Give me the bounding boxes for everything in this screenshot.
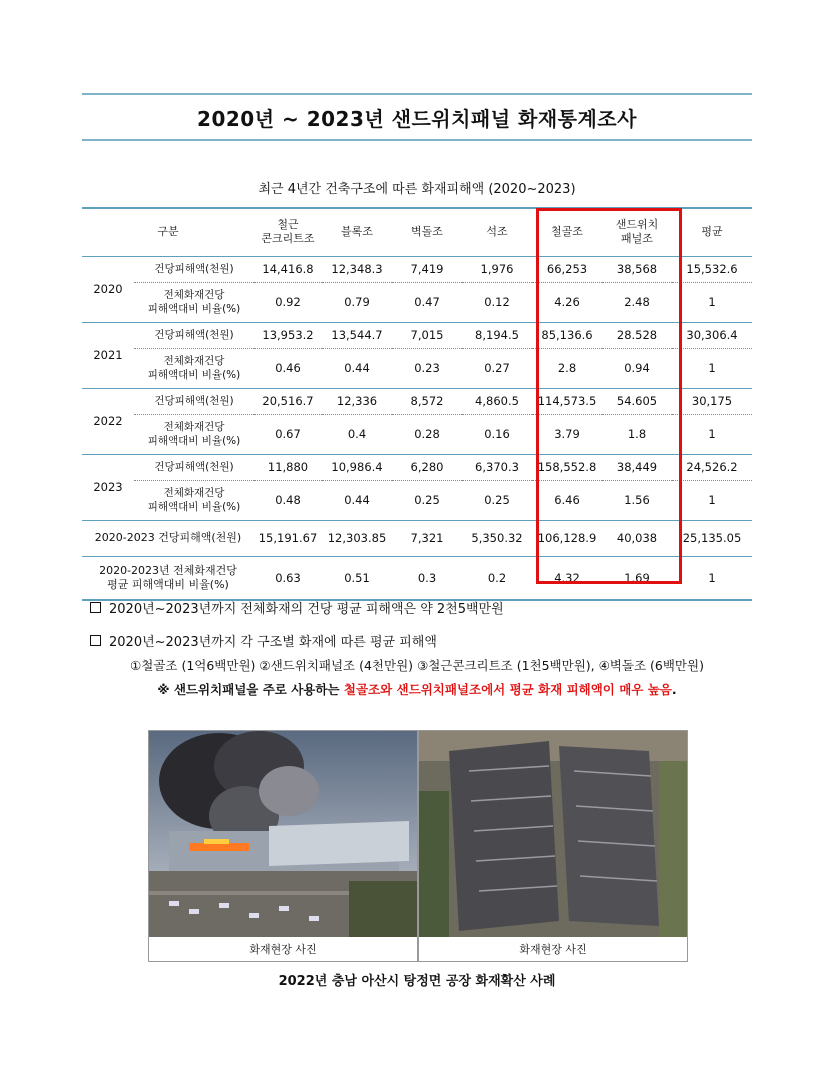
value-cell: 0.94	[602, 348, 672, 388]
table-header-row	[82, 208, 752, 256]
value-cell: 66,253	[532, 256, 602, 282]
table-row	[82, 322, 752, 348]
row-label: 건당피해액(천원)	[134, 454, 254, 480]
header-category: 구분	[82, 208, 254, 256]
header-average: 평균	[672, 208, 752, 256]
value-cell: 4,860.5	[462, 388, 532, 414]
value-cell: 4.26	[532, 282, 602, 322]
value-cell: 38,449	[602, 454, 672, 480]
row-label: 전체화재건당 피해액대비 비율(%)	[134, 480, 254, 520]
value-cell: 0.47	[392, 282, 462, 322]
year-cell: 2021	[82, 322, 134, 388]
bottom-caption: 2022년 충남 아산시 탕정면 공장 화재확산 사례	[278, 974, 556, 989]
fire-scene-image	[149, 731, 417, 937]
photo-caption: 화재현장 사진	[419, 937, 687, 961]
table-row	[82, 348, 752, 388]
header-sandwich: 샌드위치 패널조	[602, 208, 672, 256]
year-cell: 2022	[82, 388, 134, 454]
title-box	[82, 93, 752, 141]
row-label: 전체화재건당 피해액대비 비율(%)	[134, 414, 254, 454]
burned-factory-image	[419, 731, 687, 937]
value-cell: 0.28	[392, 414, 462, 454]
row-label: 건당피해액(천원)	[134, 388, 254, 414]
value-cell: 1	[672, 480, 752, 520]
bullet-2	[90, 631, 437, 650]
fire-scene-photo-2	[418, 730, 688, 962]
value-cell: 0.79	[322, 282, 392, 322]
row-label: 건당피해액(천원)	[134, 256, 254, 282]
value-cell: 30,306.4	[672, 322, 752, 348]
value-cell: 0.16	[462, 414, 532, 454]
value-cell: 30,175	[672, 388, 752, 414]
page-title: 2020년 ~ 2023년 샌드위치패널 화재통계조사	[197, 106, 637, 131]
bullet-1	[90, 598, 504, 617]
value-cell: 1	[672, 348, 752, 388]
value-cell: 4.32	[532, 556, 602, 600]
value-cell: 85,136.6	[532, 322, 602, 348]
table-caption: 최근 4년간 건축구조에 따른 화재피해액 (2020~2023)	[258, 182, 576, 197]
value-cell: 12,336	[322, 388, 392, 414]
header-rc: 철근 콘크리트조	[254, 208, 322, 256]
value-cell: 28.528	[602, 322, 672, 348]
ranking-line: ①철골조 (1억6백만원) ②샌드위치패널조 (4천만원) ③철근콘크리트조 (1천5백만원), ④벽돌조 (6백만원)	[130, 658, 704, 673]
header-block: 블록조	[322, 208, 392, 256]
value-cell: 7,419	[392, 256, 462, 282]
value-cell: 0.48	[254, 480, 322, 520]
table-row	[82, 388, 752, 414]
value-cell: 1.8	[602, 414, 672, 454]
value-cell: 54.605	[602, 388, 672, 414]
value-cell: 11,880	[254, 454, 322, 480]
value-cell: 0.92	[254, 282, 322, 322]
square-bullet-icon	[90, 602, 101, 613]
value-cell: 0.27	[462, 348, 532, 388]
value-cell: 1	[672, 282, 752, 322]
fire-scene-photo-1	[148, 730, 418, 962]
row-label: 건당피해액(천원)	[134, 322, 254, 348]
value-cell: 1	[672, 556, 752, 600]
value-cell: 3.79	[532, 414, 602, 454]
note-highlight: 철골조와 샌드위치패널조에서 평균 화재 피해액이 매우 높음	[343, 682, 672, 697]
value-cell: 14,416.8	[254, 256, 322, 282]
row-label: 전체화재건당 피해액대비 비율(%)	[134, 282, 254, 322]
value-cell: 0.25	[462, 480, 532, 520]
value-cell: 0.51	[322, 556, 392, 600]
summary-label: 2020-2023 건당피해액(천원)	[82, 520, 254, 556]
value-cell: 15,191.67	[254, 520, 322, 556]
table-row	[82, 454, 752, 480]
value-cell: 0.67	[254, 414, 322, 454]
value-cell: 6,280	[392, 454, 462, 480]
value-cell: 15,532.6	[672, 256, 752, 282]
photo-caption: 화재현장 사진	[149, 937, 417, 961]
table-row	[82, 414, 752, 454]
bullet-text: 2020년~2023년까지 각 구조별 화재에 따른 평균 피해액	[109, 635, 437, 650]
value-cell: 106,128.9	[532, 520, 602, 556]
value-cell: 20,516.7	[254, 388, 322, 414]
header-steel: 철골조	[532, 208, 602, 256]
value-cell: 8,194.5	[462, 322, 532, 348]
value-cell: 13,544.7	[322, 322, 392, 348]
value-cell: 25,135.05	[672, 520, 752, 556]
note-suffix: .	[671, 682, 677, 697]
value-cell: 40,038	[602, 520, 672, 556]
value-cell: 2.48	[602, 282, 672, 322]
value-cell: 5,350.32	[462, 520, 532, 556]
summary-row	[82, 556, 752, 600]
value-cell: 8,572	[392, 388, 462, 414]
row-label: 전체화재건당 피해액대비 비율(%)	[134, 348, 254, 388]
value-cell: 114,573.5	[532, 388, 602, 414]
value-cell: 2.8	[532, 348, 602, 388]
note-line	[82, 680, 752, 698]
table-row	[82, 282, 752, 322]
value-cell: 158,552.8	[532, 454, 602, 480]
damage-table	[82, 207, 752, 601]
header-stone: 석조	[462, 208, 532, 256]
year-cell: 2020	[82, 256, 134, 322]
value-cell: 0.3	[392, 556, 462, 600]
value-cell: 1,976	[462, 256, 532, 282]
value-cell: 6.46	[532, 480, 602, 520]
value-cell: 38,568	[602, 256, 672, 282]
value-cell: 0.44	[322, 480, 392, 520]
value-cell: 0.46	[254, 348, 322, 388]
year-cell: 2023	[82, 454, 134, 520]
value-cell: 10,986.4	[322, 454, 392, 480]
bullet-text: 2020년~2023년까지 전체화재의 건당 평균 피해액은 약 2천5백만원	[109, 602, 504, 617]
value-cell: 0.25	[392, 480, 462, 520]
value-cell: 0.2	[462, 556, 532, 600]
value-cell: 6,370.3	[462, 454, 532, 480]
table-row	[82, 256, 752, 282]
value-cell: 7,015	[392, 322, 462, 348]
value-cell: 24,526.2	[672, 454, 752, 480]
value-cell: 1.56	[602, 480, 672, 520]
value-cell: 13,953.2	[254, 322, 322, 348]
value-cell: 1.69	[602, 556, 672, 600]
value-cell: 1	[672, 414, 752, 454]
square-bullet-icon	[90, 635, 101, 646]
value-cell: 0.23	[392, 348, 462, 388]
summary-row	[82, 520, 752, 556]
value-cell: 0.12	[462, 282, 532, 322]
summary-label: 2020-2023년 전체화재건당 평균 피해액대비 비율(%)	[82, 556, 254, 600]
header-brick: 벽돌조	[392, 208, 462, 256]
value-cell: 0.4	[322, 414, 392, 454]
value-cell: 7,321	[392, 520, 462, 556]
table-row	[82, 480, 752, 520]
value-cell: 12,348.3	[322, 256, 392, 282]
value-cell: 0.44	[322, 348, 392, 388]
note-prefix: ※ 샌드위치패널을 주로 사용하는	[157, 682, 344, 697]
value-cell: 0.63	[254, 556, 322, 600]
value-cell: 12,303.85	[322, 520, 392, 556]
